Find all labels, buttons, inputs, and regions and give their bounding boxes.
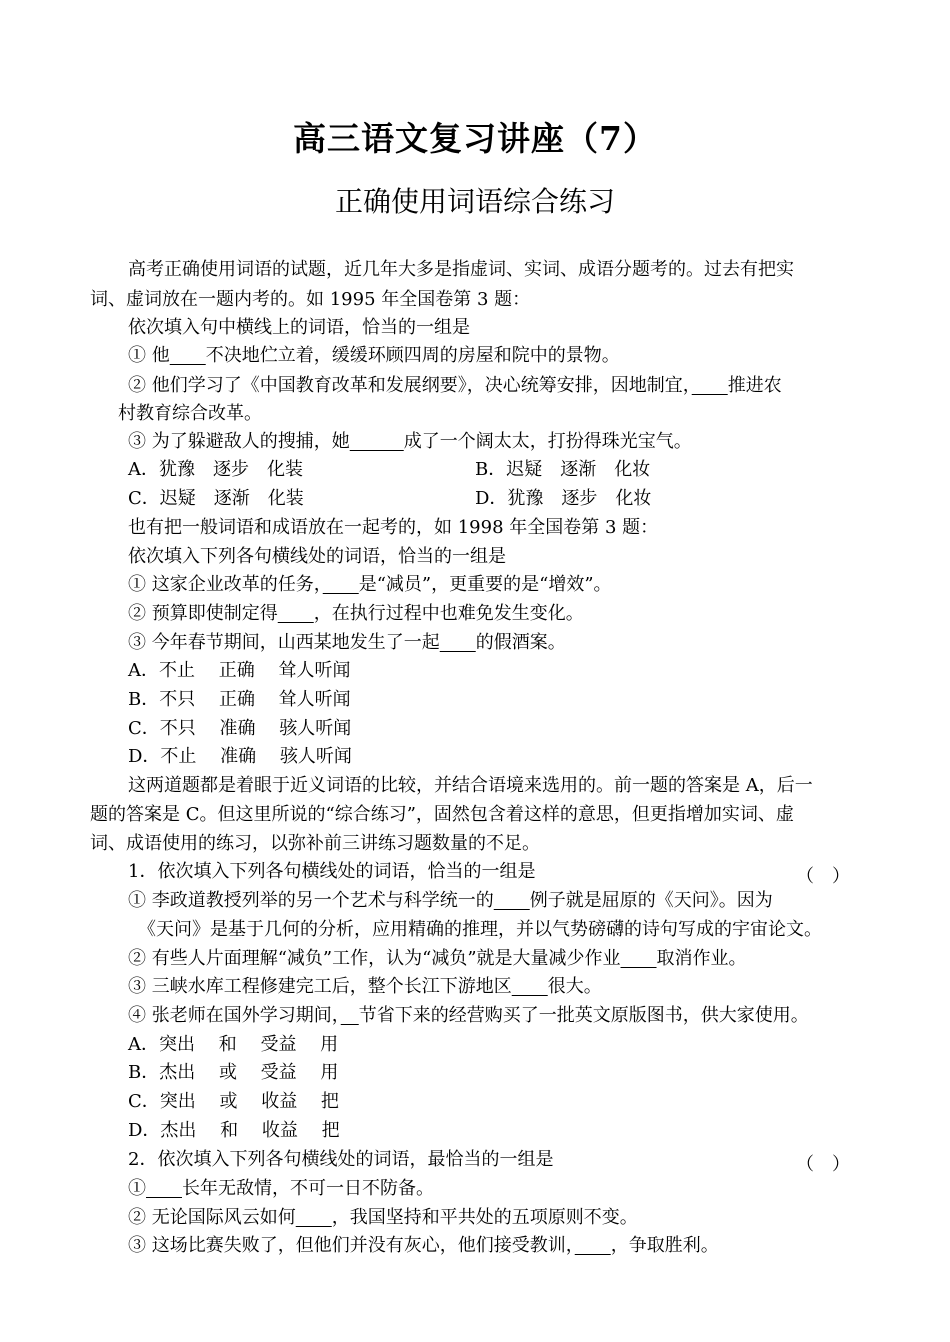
question2-sentence-2-part-a: ② 无论国际风云如何 — [128, 1207, 296, 1228]
question1-sentence-1-part-a: ① 李政道教授列举的另一个艺术与科学统一的 — [128, 890, 494, 911]
example1-sentence-1-part-a: ① 他 — [128, 345, 170, 366]
question1-answer-bracket[interactable]: （ ） — [796, 866, 850, 887]
example2-sentence-2-part-b: ，在执行过程中也难免发生变化。 — [313, 603, 584, 624]
blank — [296, 1207, 332, 1228]
question1-sentence-3-part-b: 很大。 — [547, 976, 602, 997]
question1-sentence-4-part-a: ④ 张老师在国外学习期间， — [128, 1005, 341, 1026]
example2-sentence-3-part-b: 的假酒案。 — [475, 632, 566, 653]
example2-sentence-2 — [128, 604, 584, 624]
example1-sentence-3 — [128, 432, 692, 452]
example2-option-d: D．不止 准确 骇人听闻 — [128, 746, 352, 767]
example1-stem: 依次填入句中横线上的词语，恰当的一组是 — [128, 317, 470, 338]
page-subtitle: 正确使用词语综合练习 — [334, 185, 615, 218]
question1-sentence-1-part-b: 例子就是屈原的《天问》。因为 — [529, 890, 773, 911]
question1-option-c: C．突出 或 收益 把 — [128, 1091, 339, 1112]
question1-option-b: B．杰出 或 受益 用 — [128, 1062, 339, 1083]
example1-sentence-3-part-b: 成了一个阔太太，打扮得珠光宝气。 — [403, 431, 692, 452]
example1-option-b: B．迟疑 逐渐 化妆 — [475, 459, 651, 480]
question2-answer-bracket[interactable]: （ ） — [796, 1154, 850, 1175]
example2-option-c: C．不只 准确 骇人听闻 — [128, 718, 352, 739]
question1-sentence-1-cont: 《天问》是基于几何的分析，应用精确的推理，并以气势磅礴的诗句写成的宇宙论文。 — [138, 919, 822, 940]
summary-line-3: 词、成语使用的练习，以弥补前三讲练习题数量的不足。 — [90, 833, 540, 854]
blank — [440, 632, 476, 653]
question1-option-a: A．突出 和 受益 用 — [128, 1034, 339, 1055]
question2-sentence-1-part-a: ① — [128, 1178, 146, 1199]
blank — [146, 1178, 182, 1199]
page-title: 高三语文复习讲座（7） — [293, 119, 657, 158]
question2-stem: 2．依次填入下列各句横线处的词语，最恰当的一组是 — [128, 1149, 554, 1170]
example1-sentence-2-part-b: 推进农 — [727, 375, 782, 396]
example2-sentence-1-part-b: 是“减员”，更重要的是“增效”。 — [358, 574, 612, 595]
blank — [323, 574, 359, 595]
summary-line-1: 这两道题都是着眼于近义词语的比较，并结合语境来选用的。前一题的答案是 A，后一 — [128, 775, 813, 796]
example2-intro: 也有把一般词语和成语放在一起考的，如 1998 年全国卷第 3 题： — [128, 517, 659, 538]
blank — [278, 603, 314, 624]
blank — [341, 1005, 359, 1026]
question1-sentence-2-part-b: 取消作业。 — [656, 948, 747, 969]
summary-line-2: 题的答案是 C。但这里所说的“综合练习”，固然包含着这样的意思，但更指增加实词、虚 — [90, 804, 794, 825]
blank — [170, 345, 206, 366]
intro-line-1: 高考正确使用词语的试题，近几年大多是指虚词、实词、成语分题考的。过去有把实 — [128, 259, 794, 280]
example2-option-a: A．不止 正确 耸人听闻 — [128, 660, 351, 681]
question2-sentence-2 — [128, 1208, 638, 1228]
example2-sentence-3-part-a: ③ 今年春节期间，山西某地发生了一起 — [128, 632, 440, 653]
question2-sentence-1-part-b: 长年无敌情，不可一日不防备。 — [182, 1178, 434, 1199]
example1-option-a: A．犹豫 逐步 化装 — [128, 459, 303, 480]
question1-sentence-2 — [128, 949, 747, 969]
question1-sentence-3 — [128, 977, 602, 997]
example1-sentence-3-part-a: ③ 为了躲避敌人的搜捕，她 — [128, 431, 350, 452]
question1-sentence-3-part-a: ③ 三峡水库工程修建完工后，整个长江下游地区 — [128, 976, 512, 997]
blank — [692, 375, 728, 396]
question1-stem: 1．依次填入下列各句横线处的词语，恰当的一组是 — [128, 861, 536, 882]
question1-sentence-2-part-a: ② 有些人片面理解“减负”工作，认为“减负”就是大量减少作业 — [128, 948, 621, 969]
example1-sentence-2-cont: 村教育综合改革。 — [118, 403, 262, 424]
question1-option-d: D．杰出 和 收益 把 — [128, 1120, 340, 1141]
example1-option-d: D．犹豫 逐步 化妆 — [475, 488, 652, 509]
example1-sentence-2-part-a: ② 他们学习了《中国教育改革和发展纲要》，决心统筹安排，因地制宜， — [128, 375, 692, 396]
question2-sentence-3 — [128, 1236, 719, 1256]
blank — [512, 976, 548, 997]
question1-sentence-4-part-b: 节省下来的经营购买了一批英文原版图书，供大家使用。 — [358, 1005, 809, 1026]
blank — [350, 431, 404, 452]
question2-sentence-3-part-a: ③ 这场比赛失败了，但他们并没有灰心，他们接受教训， — [128, 1235, 575, 1256]
question1-sentence-1 — [128, 891, 773, 911]
example2-sentence-2-part-a: ② 预算即使制定得 — [128, 603, 278, 624]
blank — [494, 890, 530, 911]
blank — [575, 1235, 611, 1256]
intro-line-2: 词、虚词放在一题内考的。如 1995 年全国卷第 3 题： — [90, 289, 531, 310]
question2-sentence-1 — [128, 1179, 434, 1199]
question2-sentence-3-part-b: ，争取胜利。 — [610, 1235, 719, 1256]
example1-sentence-1 — [128, 346, 620, 366]
example2-sentence-1 — [128, 575, 612, 595]
example1-sentence-2 — [128, 376, 782, 396]
example2-sentence-1-part-a: ① 这家企业改革的任务， — [128, 574, 323, 595]
example1-option-c: C．迟疑 逐渐 化装 — [128, 488, 304, 509]
question2-sentence-2-part-b: ，我国坚持和平共处的五项原则不变。 — [331, 1207, 638, 1228]
example2-sentence-3 — [128, 633, 566, 653]
question1-sentence-4 — [128, 1006, 809, 1026]
example1-sentence-1-part-b: 不决地伫立着，缓缓环顾四周的房屋和院中的景物。 — [205, 345, 620, 366]
example2-option-b: B．不只 正确 耸人听闻 — [128, 689, 351, 710]
blank — [621, 948, 657, 969]
example2-stem: 依次填入下列各句横线处的词语，恰当的一组是 — [128, 546, 506, 567]
